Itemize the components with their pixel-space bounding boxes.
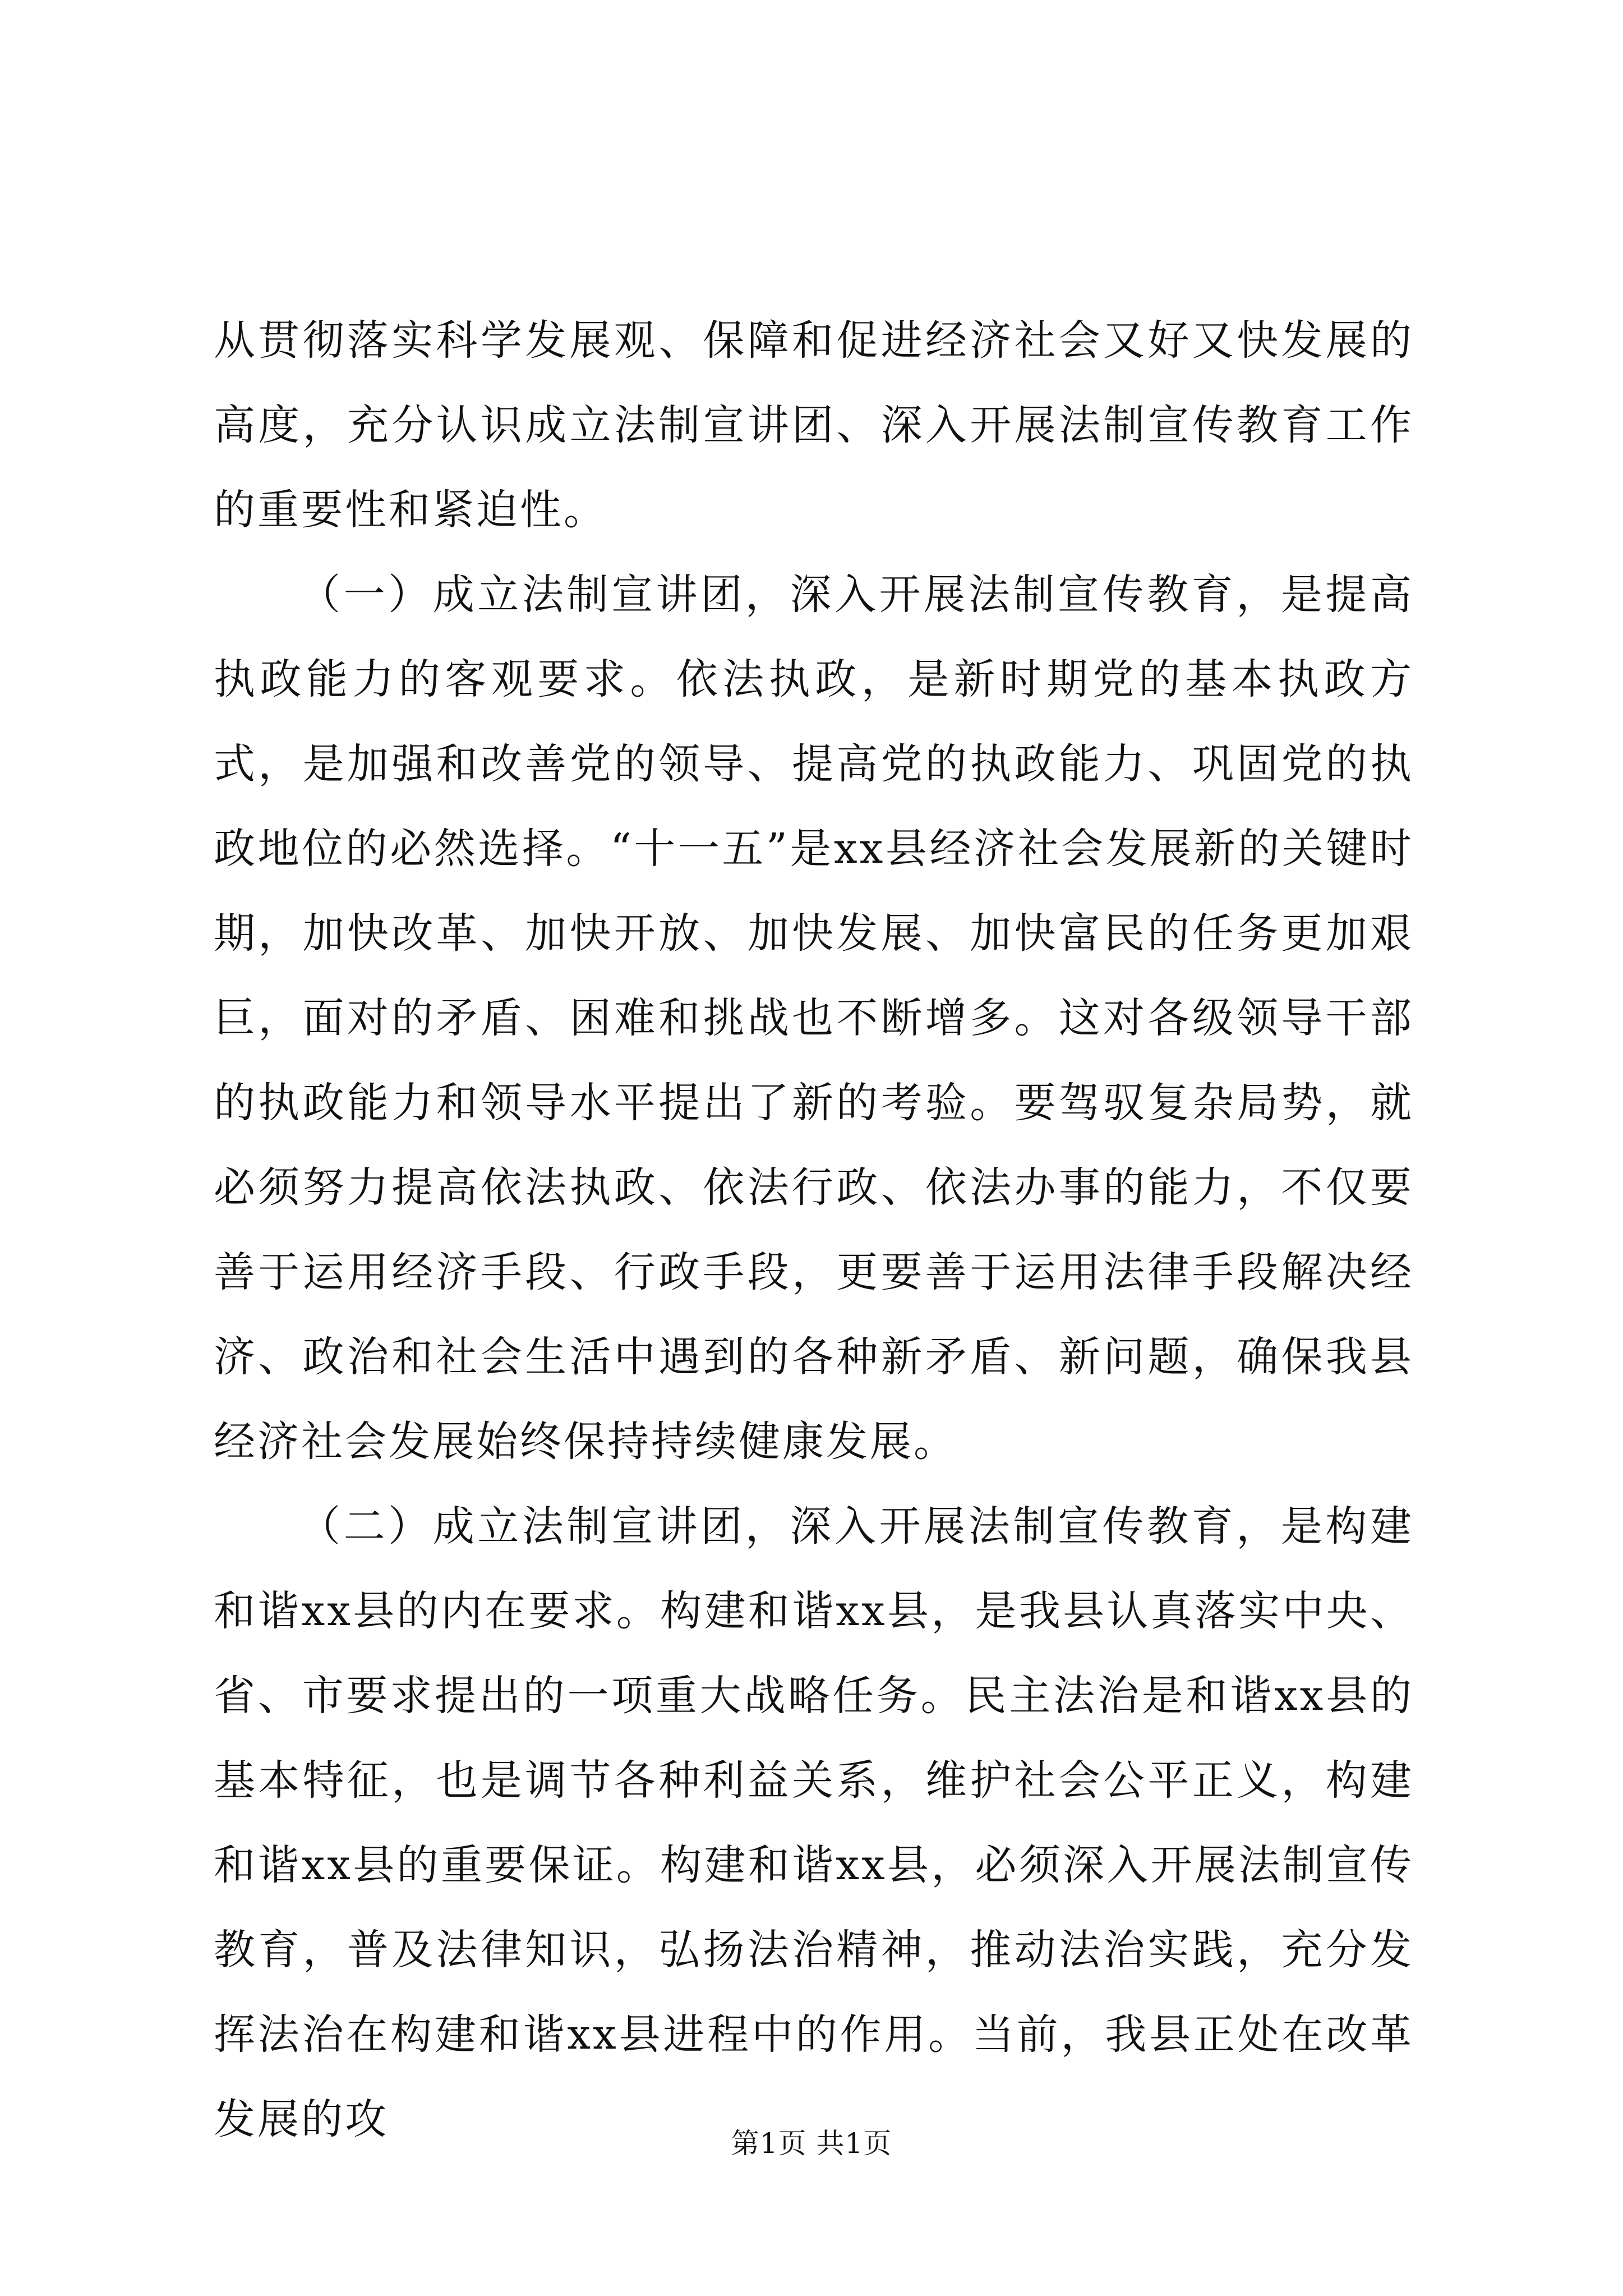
- paragraph-3: （二）成立法制宣讲团，深入开展法制宣传教育，是构建和谐xx县的内在要求。构建和谐xx县，是我县认真落实中央、省、市要求提出的一项重大战略任务。民主法治是和谐xx县的基本特征，也是调节各种利益关系，维护社会公平正义，构建和谐xx县的重要保证。构建和谐xx县，必须深入开展法制宣传教育，普及法律知识，弘扬法治精神，推动法治实践，充分发挥法治在构建和谐xx县进程中的作用。当前，我县正处在改革发展的攻: [214, 1502, 1414, 2143]
- paragraph-2: （一）成立法制宣讲团，深入开展法制宣传教育，是提高执政能力的客观要求。依法执政，是新时期党的基本执政方式，是加强和改善党的领导、提高党的执政能力、巩固党的执政地位的必然选择。“十一五”是xx县经济社会发展新的关键时期，加快改革、加快开放、加快发展、加快富民的任务更加艰巨，面对的矛盾、困难和挑战也不断增多。这对各级领导干部的执政能力和领导水平提出了新的考验。要驾驭复杂局势，就必须努力提高依法执政、依法行政、依法办事的能力，不仅要善于运用经济手段、行政手段，更要善于运用法律手段解决经济、政治和社会生活中遇到的各种新矛盾、新问题，确保我县经济社会发展始终保持持续健康发展。: [214, 570, 1414, 1466]
- paragraph-1: 从贯彻落实科学发展观、保障和促进经济社会又好又快发展的高度，充分认识成立法制宣讲团、深入开展法制宣传教育工作的重要性和紧迫性。: [214, 316, 1414, 534]
- document-body: [214, 298, 1414, 2162]
- page-footer: 第1页 共1页: [731, 2127, 892, 2160]
